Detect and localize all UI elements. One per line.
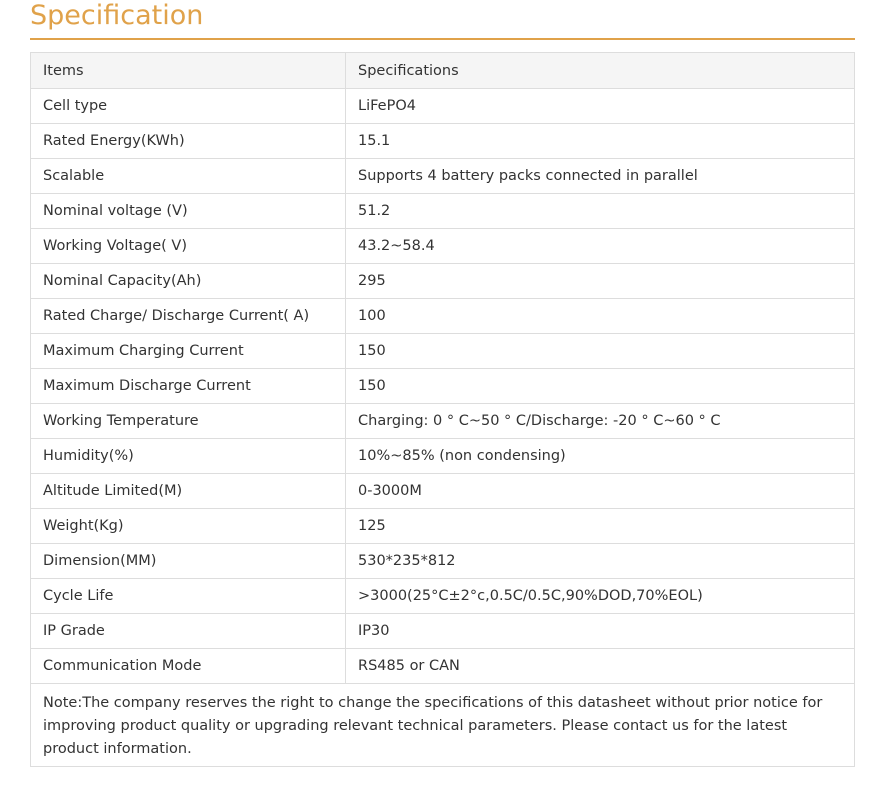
table-row [31, 334, 855, 369]
table-row [31, 89, 855, 124]
table-row [31, 474, 855, 509]
spec-cell: Supports 4 battery packs connected in parallel [346, 159, 855, 194]
item-cell: Rated Energy(KWh) [31, 124, 346, 159]
item-cell: Working Temperature [31, 404, 346, 439]
table-row [31, 404, 855, 439]
spec-cell: >3000(25°C±2°c,0.5C/0.5C,90%DOD,70%EOL) [346, 579, 855, 614]
spec-cell: 0-3000M [346, 474, 855, 509]
spec-cell: 530*235*812 [346, 544, 855, 579]
table-row [31, 229, 855, 264]
spec-cell: 15.1 [346, 124, 855, 159]
header-items: Items [31, 53, 346, 89]
spec-cell: 150 [346, 369, 855, 404]
table-row [31, 264, 855, 299]
spec-cell: 125 [346, 509, 855, 544]
item-cell: Dimension(MM) [31, 544, 346, 579]
item-cell: Working Voltage( V) [31, 229, 346, 264]
spec-cell: IP30 [346, 614, 855, 649]
spec-cell: 295 [346, 264, 855, 299]
spec-cell: RS485 or CAN [346, 649, 855, 684]
header-specifications: Specifications [346, 53, 855, 89]
item-cell: Nominal voltage (V) [31, 194, 346, 229]
table-row [31, 614, 855, 649]
spec-table [30, 52, 855, 767]
item-cell: Communication Mode [31, 649, 346, 684]
table-row [31, 159, 855, 194]
spec-cell: 150 [346, 334, 855, 369]
title-divider [30, 38, 855, 40]
table-row [31, 124, 855, 159]
note-text: Note:The company reserves the right to change the specifications of this datasheet without prior notice for improving product quality or upgrading relevant technical parameters. Please contact us for the latest product information. [31, 684, 855, 767]
item-cell: Cycle Life [31, 579, 346, 614]
spec-cell: 51.2 [346, 194, 855, 229]
spec-cell: Charging: 0 ° C~50 ° C/Discharge: -20 ° C~60 ° C [346, 404, 855, 439]
spec-cell: 100 [346, 299, 855, 334]
table-header-row [31, 53, 855, 89]
spec-cell: 43.2~58.4 [346, 229, 855, 264]
item-cell: IP Grade [31, 614, 346, 649]
table-row [31, 509, 855, 544]
item-cell: Scalable [31, 159, 346, 194]
table-row [31, 439, 855, 474]
item-cell: Humidity(%) [31, 439, 346, 474]
item-cell: Maximum Discharge Current [31, 369, 346, 404]
item-cell: Cell type [31, 89, 346, 124]
table-row [31, 299, 855, 334]
table-row [31, 544, 855, 579]
table-row [31, 579, 855, 614]
note-row [31, 684, 855, 767]
item-cell: Rated Charge/ Discharge Current( A) [31, 299, 346, 334]
item-cell: Nominal Capacity(Ah) [31, 264, 346, 299]
item-cell: Weight(Kg) [31, 509, 346, 544]
item-cell: Maximum Charging Current [31, 334, 346, 369]
spec-cell: 10%~85% (non condensing) [346, 439, 855, 474]
table-row [31, 369, 855, 404]
table-row [31, 649, 855, 684]
item-cell: Altitude Limited(M) [31, 474, 346, 509]
spec-cell: LiFePO4 [346, 89, 855, 124]
table-row [31, 194, 855, 229]
page-title: Specification [30, 0, 204, 31]
